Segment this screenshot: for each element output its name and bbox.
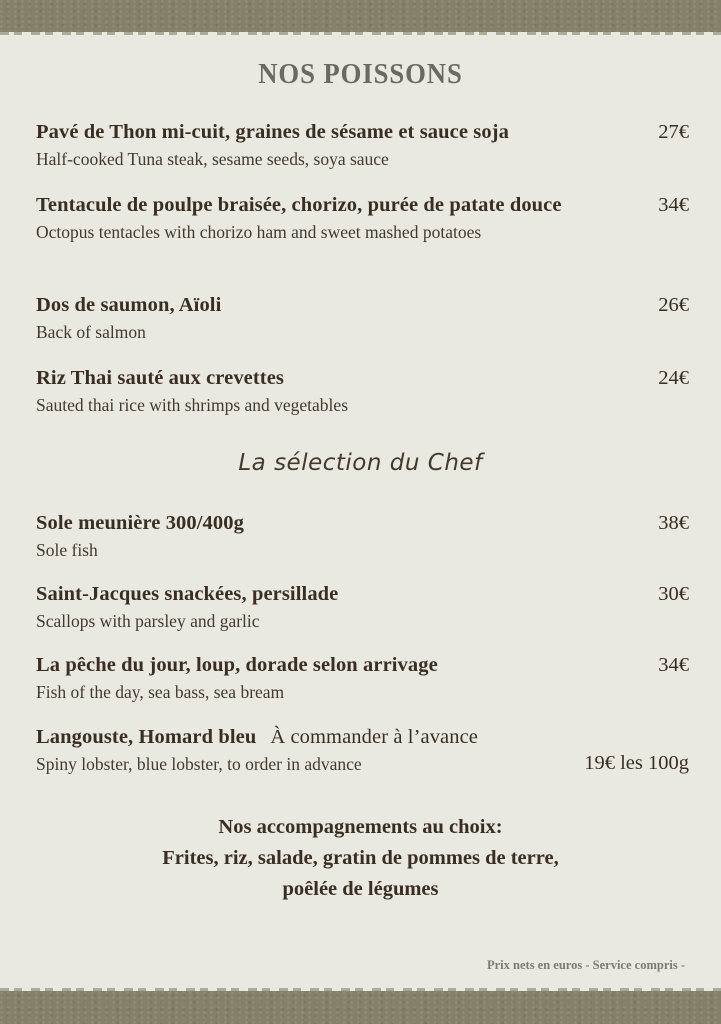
item-name: Saint-Jacques snackées, persillade bbox=[36, 583, 339, 605]
menu-item bbox=[36, 651, 689, 704]
item-name: Dos de saumon, Aïoli bbox=[36, 294, 222, 316]
order-in-advance-note: À commander à l’avance bbox=[270, 726, 478, 748]
menu-item bbox=[36, 118, 689, 171]
menu-item bbox=[36, 580, 689, 633]
item-price: 34€ bbox=[658, 194, 689, 216]
item-price: 27€ bbox=[658, 121, 689, 143]
item-description: Sauted thai rice with shrimps and vegetables bbox=[36, 395, 349, 415]
item-name: Sole meunière 300/400g bbox=[36, 512, 244, 534]
item-price: 30€ bbox=[658, 583, 689, 605]
sides-heading: Nos accompagnements au choix: bbox=[218, 816, 503, 838]
item-name: Tentacule de poulpe braisée, chorizo, purée de patate douce bbox=[36, 194, 562, 216]
item-name: La pêche du jour, loup, dorade selon arrivage bbox=[36, 654, 438, 676]
item-description: Back of salmon bbox=[36, 322, 146, 342]
bottom-border-band bbox=[0, 991, 721, 1024]
menu-item bbox=[36, 291, 689, 344]
item-price: 24€ bbox=[658, 367, 689, 389]
item-description: Half-cooked Tuna steak, sesame seeds, soya sauce bbox=[36, 149, 389, 169]
item-name bbox=[36, 723, 689, 752]
item-description: Spiny lobster, blue lobster, to order in advance bbox=[36, 754, 362, 774]
sides-section bbox=[0, 812, 721, 905]
chef-selection-title: La sélection du Chef bbox=[238, 450, 483, 476]
top-border-band bbox=[0, 0, 721, 32]
menu-item bbox=[36, 191, 689, 244]
section-title: NOS POISSONS bbox=[258, 58, 463, 90]
sides-line: Frites, riz, salade, gratin de pommes de terre, bbox=[162, 847, 559, 869]
footer-note: Prix nets en euros - Service compris - bbox=[487, 958, 685, 972]
item-name: Pavé de Thon mi-cuit, graines de sésame et sauce soja bbox=[36, 121, 509, 143]
lobster-name: Langouste, Homard bleu bbox=[36, 726, 257, 748]
item-name: Riz Thai sauté aux crevettes bbox=[36, 367, 285, 389]
sides-line: poêlée de légumes bbox=[282, 878, 439, 900]
item-price: 19€ les 100g bbox=[584, 752, 689, 774]
item-description: Octopus tentacles with chorizo ham and sweet mashed potatoes bbox=[36, 222, 482, 242]
menu-item bbox=[36, 509, 689, 562]
lobster-item bbox=[36, 723, 689, 776]
item-description: Scallops with parsley and garlic bbox=[36, 611, 260, 631]
item-price: 26€ bbox=[658, 294, 689, 316]
item-price: 34€ bbox=[658, 654, 689, 676]
item-description: Fish of the day, sea bass, sea bream bbox=[36, 682, 285, 702]
item-price: 38€ bbox=[658, 512, 689, 534]
menu-item bbox=[36, 364, 689, 417]
item-description: Sole fish bbox=[36, 540, 98, 560]
